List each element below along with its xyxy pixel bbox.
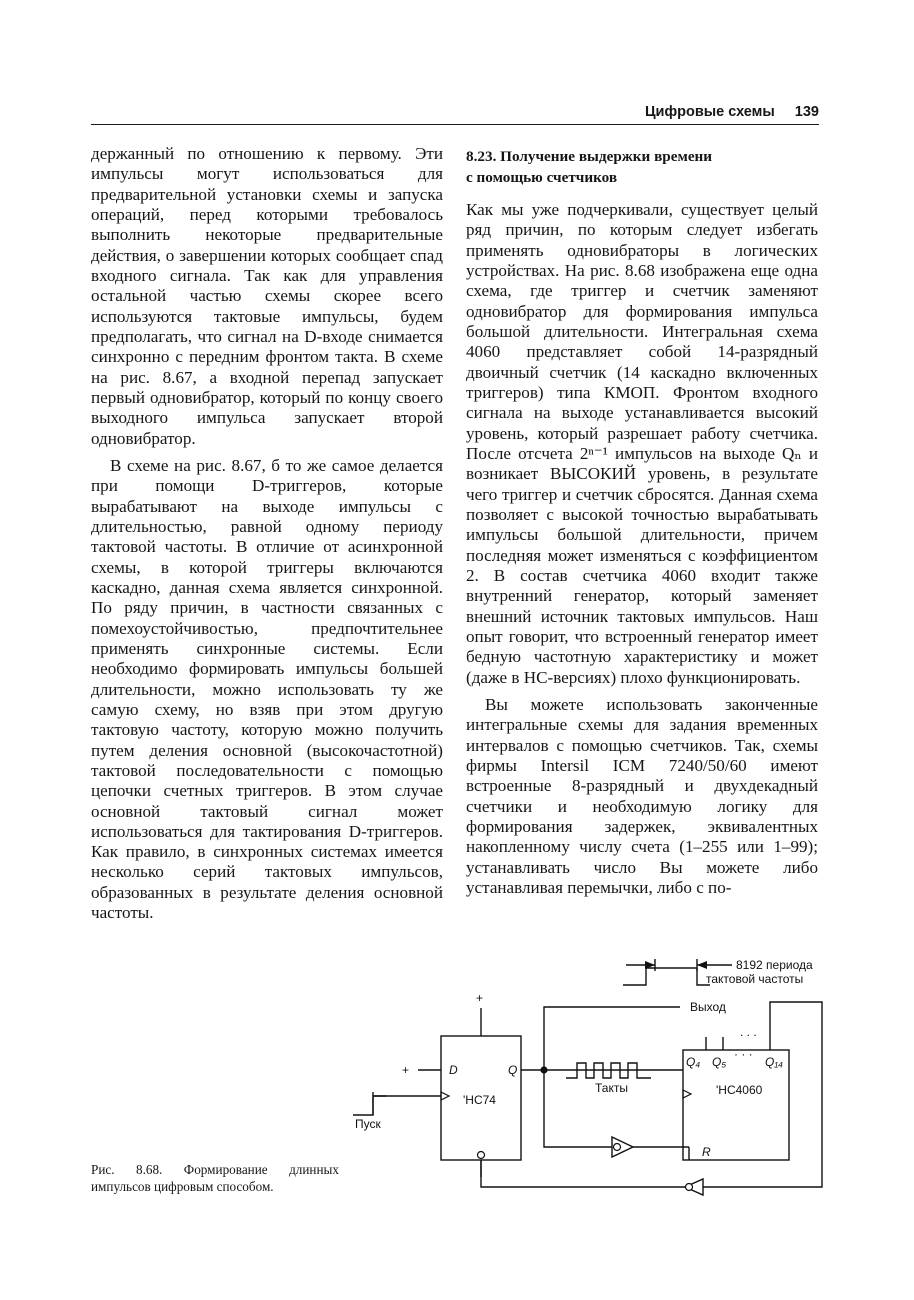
label-top-dots: . . .: [740, 1025, 757, 1039]
label-d: D: [449, 1063, 458, 1077]
left-paragraph-2: В схеме на рис. 8.67, б то же самое делается при помощи D-триггеров, которые вырабатывают на выходе импульсы с длительностью, равной одному периоду тактовой частоты. В отличие от асинхронной схемы, в которой триггеры включаются каскадно, данная схема является синхронной. По ряду причин, в частности связанных с помехоустойчивостью, предпочтительнее применять синхронные системы. Если необходимо формировать импульсы большей длительности, можно использовать ту же самую схему, но взяв при этом другую тактовую частоту, которую можно получить путем деления основной (высокочастотной) тактовой последовательности с помощью цепочки счетных триггеров. В этом случае основной тактовый сигнал может использоваться для тактирования D-триггеров. Как правило, в синхронных системах имеется несколько серий тактовых импульсов, образованных в результате деления основной частоты.: [91, 455, 443, 923]
label-start: Пуск: [355, 1117, 381, 1131]
label-plus-left: +: [402, 1063, 410, 1077]
running-header: [91, 104, 819, 125]
label-plus-top: +: [476, 991, 484, 1005]
label-hc74: 'НС74: [463, 1093, 496, 1107]
junction-dot-icon: [540, 1066, 547, 1073]
buffer-bubble-icon: [614, 1144, 621, 1151]
label-period-1: 8192 периода: [736, 958, 813, 972]
start-step: [353, 1096, 386, 1115]
label-period-2: тактовой частоты: [706, 972, 804, 986]
page-number: 139: [794, 104, 819, 120]
label-hc4060: 'НС4060: [716, 1083, 763, 1097]
left-column: [91, 144, 443, 923]
section-heading: [466, 147, 818, 188]
right-column: [466, 200, 818, 898]
arrow-left-icon: [697, 961, 707, 969]
label-q: Q: [508, 1063, 518, 1077]
label-dots: · · ·: [734, 1047, 753, 1061]
right-paragraph-1: Как мы уже подчеркивали, существует целый ряд причин, по которым следует избегать применять одновибраторы в логических устройствах. На рис. 8.68 изображена еще одна схема, где триггер и счетчик заменяют одновибратор для формирования импульса большой длительности. Интегральная схема 4060 представляет собой 14-разрядный двоичный счетчик (14 каскадно включенных триггеров) типа КМОП. Фронтом входного сигнала на выходе устанавливается высокий уровень, который разрешает работу счетчика. После отсчета 2ⁿ⁻¹ импульсов на выходе Qₙ и возникает ВЫСОКИЙ уровень, в результате чего триггер и счетчик сбросятся. Данная схема позволяет с высокой точностью вырабатывать импульсы большой длительности, причем последняя может изменяться с коэффициентом 2. В состав счетчика 4060 входит также внутренний генератор, который заменяет внешний источник тактовых импульсов. Наш опыт говорит, что встроенный генератор имеет бедную частотную характеристику и может (даже в НС-версиях) плохо функционировать.: [466, 200, 818, 687]
inverter-bubble-icon: [686, 1184, 693, 1191]
header-text: [645, 104, 819, 120]
reset-return-wire: [481, 1160, 685, 1187]
label-output: Выход: [690, 1000, 726, 1014]
header-title: Цифровые схемы: [644, 104, 775, 120]
right-paragraph-2: Вы можете использовать законченные интегральные схемы для задания временных интервалов с помощью счетчиков. Так, схемы фирмы Intersil ICM 7240/50/60 имеют встроенные 8-разрядный и двухдекадный счетчики и необходимую логику для формирования задержек, эквивалентных накопленному числу счета (1–255 или 1–99); устанавливать число Вы можете либо устанавливая перемычки, либо с по-: [466, 694, 818, 897]
circuit-diagram: [340, 950, 840, 1200]
label-clock: Такты: [595, 1081, 628, 1095]
section-title-line-1: 8.23. Получение выдержки времени: [466, 148, 713, 165]
reset-bubble-icon: [478, 1152, 485, 1159]
figure-caption: Рис. 8.68. Формирование длинных импульсов цифровым способом.: [91, 1162, 339, 1194]
section-title-line-2: с помощью счетчиков: [466, 168, 618, 186]
label-r: R: [702, 1145, 711, 1159]
left-paragraph-1: держанный по отношению к первому. Эти импульсы могут использоваться для предварительной установки схемы и запуска операций, перед которыми требовалось выполнить некоторые предварительные действия, о завершении которых сообщает спад входного сигнала. Так как для управления остальной частью схемы скорее всего используются тактовые импульсы, будем предполагать, что сигнал на D-входе снимается синхронно с передним фронтом такта. В схеме на рис. 8.67, а входной перепад запускает первый одновибратор, который по концу своего выходного импульса запускает второй одновибратор.: [91, 144, 443, 448]
label-q4: Q₄: [686, 1055, 701, 1069]
clock-triangle-icon-2: [683, 1090, 691, 1098]
label-q5: Q₅: [712, 1055, 727, 1069]
clock-triangle-icon: [441, 1092, 449, 1100]
output-wire: [544, 1007, 680, 1070]
label-q14: Q₁₄: [765, 1055, 783, 1069]
